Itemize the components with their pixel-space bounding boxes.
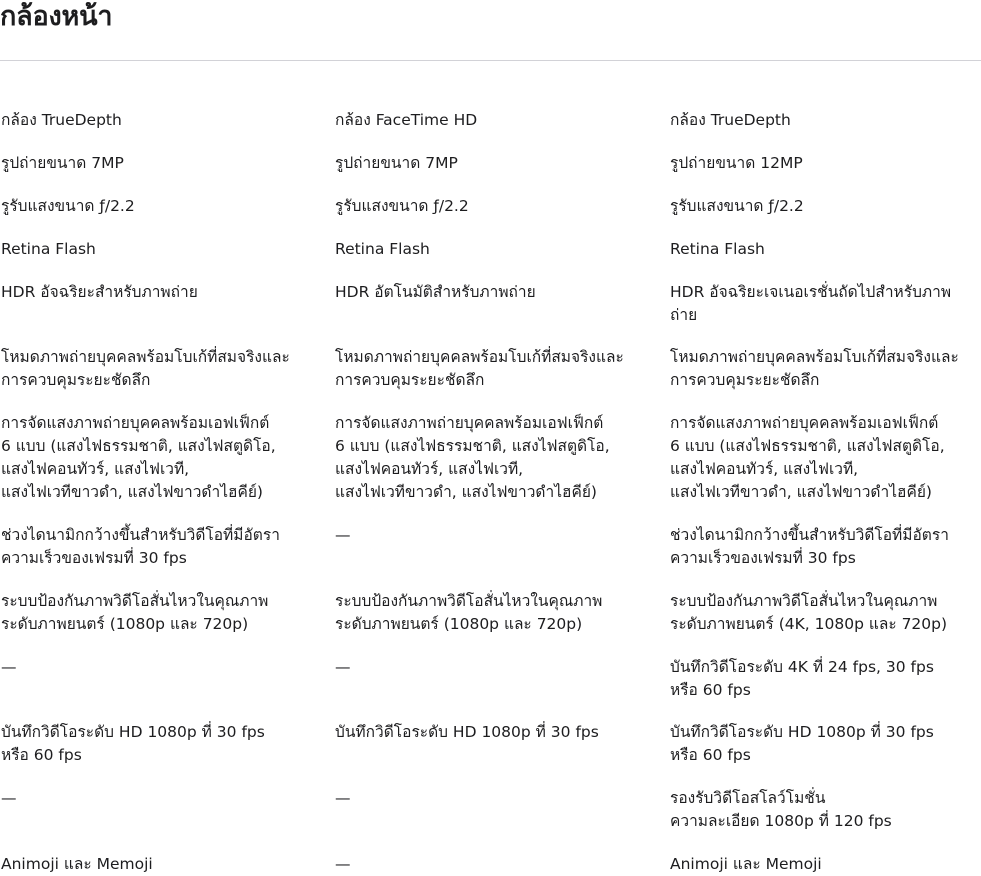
spec-col1-animoji: Animoji และ Memoji [1, 855, 153, 873]
title-divider [0, 60, 981, 61]
spec-col3-hd-video: บันทึกวิดีโอระดับ HD 1080p ที่ 30 fps หรือ 60 fps [670, 723, 934, 764]
spec-col2-slomo: — [335, 789, 351, 807]
spec-col3-4k-video: บันทึกวิดีโอระดับ 4K ที่ 24 fps, 30 fps หรือ 60 fps [670, 658, 934, 699]
spec-col1-hdr: HDR อัจฉริยะสำหรับภาพถ่าย [1, 283, 198, 301]
page-title: กล้องหน้า [0, 1, 113, 32]
spec-col1-photo-resolution: รูปถ่ายขนาด 7MP [1, 154, 124, 172]
spec-col3-camera-type: กล้อง TrueDepth [670, 111, 791, 129]
spec-col3-dynamic-range: ช่วงไดนามิกกว้างขึ้นสำหรับวิดีโอที่มีอัตรา ความเร็วของเฟรมที่ 30 fps [670, 526, 949, 567]
spec-col1-slomo: — [1, 789, 17, 807]
spec-col1-hd-video: บันทึกวิดีโอระดับ HD 1080p ที่ 30 fps หรือ 60 fps [1, 723, 265, 764]
spec-col1-4k-video: — [1, 658, 17, 676]
spec-col2-hdr: HDR อัตโนมัติสำหรับภาพถ่าย [335, 283, 536, 301]
spec-col1-flash: Retina Flash [1, 240, 96, 258]
spec-col1-aperture: รูรับแสงขนาด ƒ/2.2 [1, 197, 135, 215]
spec-col2-animoji: — [335, 855, 351, 873]
spec-col1-portrait-lighting: การจัดแสงภาพถ่ายบุคคลพร้อมเอฟเฟ็กต์ 6 แบบ (แสงไฟธรรมชาติ, แสงไฟสตูดิโอ, แสงไฟคอนทัวร์, แสงไฟเวที, แสงไฟเวทีขาวดำ, แสงไฟขาวดำไฮคีย์) [1, 414, 276, 501]
spec-col2-portrait-lighting: การจัดแสงภาพถ่ายบุคคลพร้อมเอฟเฟ็กต์ 6 แบบ (แสงไฟธรรมชาติ, แสงไฟสตูดิโอ, แสงไฟคอนทัวร์, แสงไฟเวที, แสงไฟเวทีขาวดำ, แสงไฟขาวดำไฮคีย์) [335, 414, 610, 501]
spec-col3-portrait-mode: โหมดภาพถ่ายบุคคลพร้อมโบเก้ที่สมจริงและ การควบคุมระยะชัดลึก [670, 348, 959, 389]
spec-col3-aperture: รูรับแสงขนาด ƒ/2.2 [670, 197, 804, 215]
spec-col2-portrait-mode: โหมดภาพถ่ายบุคคลพร้อมโบเก้ที่สมจริงและ การควบคุมระยะชัดลึก [335, 348, 624, 389]
spec-col2-photo-resolution: รูปถ่ายขนาด 7MP [335, 154, 458, 172]
spec-col3-slomo: รองรับวิดีโอสโลว์โมชั่น ความละเอียด 1080p ที่ 120 fps [670, 789, 892, 830]
spec-col1-dynamic-range: ช่วงไดนามิกกว้างขึ้นสำหรับวิดีโอที่มีอัตรา ความเร็วของเฟรมที่ 30 fps [1, 526, 280, 567]
spec-col3-flash: Retina Flash [670, 240, 765, 258]
spec-col3-photo-resolution: รูปถ่ายขนาด 12MP [670, 154, 803, 172]
spec-col1-stabilization: ระบบป้องกันภาพวิดีโอสั่นไหวในคุณภาพ ระดับภาพยนตร์ (1080p และ 720p) [1, 592, 269, 633]
spec-col2-flash: Retina Flash [335, 240, 430, 258]
spec-col2-stabilization: ระบบป้องกันภาพวิดีโอสั่นไหวในคุณภาพ ระดับภาพยนตร์ (1080p และ 720p) [335, 592, 603, 633]
spec-col2-camera-type: กล้อง FaceTime HD [335, 111, 478, 129]
spec-col1-portrait-mode: โหมดภาพถ่ายบุคคลพร้อมโบเก้ที่สมจริงและ การควบคุมระยะชัดลึก [1, 348, 290, 389]
spec-col3-animoji: Animoji และ Memoji [670, 855, 822, 873]
spec-col3-portrait-lighting: การจัดแสงภาพถ่ายบุคคลพร้อมเอฟเฟ็กต์ 6 แบบ (แสงไฟธรรมชาติ, แสงไฟสตูดิโอ, แสงไฟคอนทัวร์, แสงไฟเวที, แสงไฟเวทีขาวดำ, แสงไฟขาวดำไฮคีย์) [670, 414, 945, 501]
spec-col2-aperture: รูรับแสงขนาด ƒ/2.2 [335, 197, 469, 215]
spec-col1-camera-type: กล้อง TrueDepth [1, 111, 122, 129]
spec-col2-hd-video: บันทึกวิดีโอระดับ HD 1080p ที่ 30 fps [335, 723, 599, 741]
spec-col3-hdr: HDR อัจฉริยะเจเนอเรชั่นถัดไปสำหรับภาพ ถ่าย [670, 283, 952, 324]
spec-col2-dynamic-range: — [335, 526, 351, 544]
spec-col3-stabilization: ระบบป้องกันภาพวิดีโอสั่นไหวในคุณภาพ ระดับภาพยนตร์ (4K, 1080p และ 720p) [670, 592, 948, 633]
spec-col2-4k-video: — [335, 658, 351, 676]
